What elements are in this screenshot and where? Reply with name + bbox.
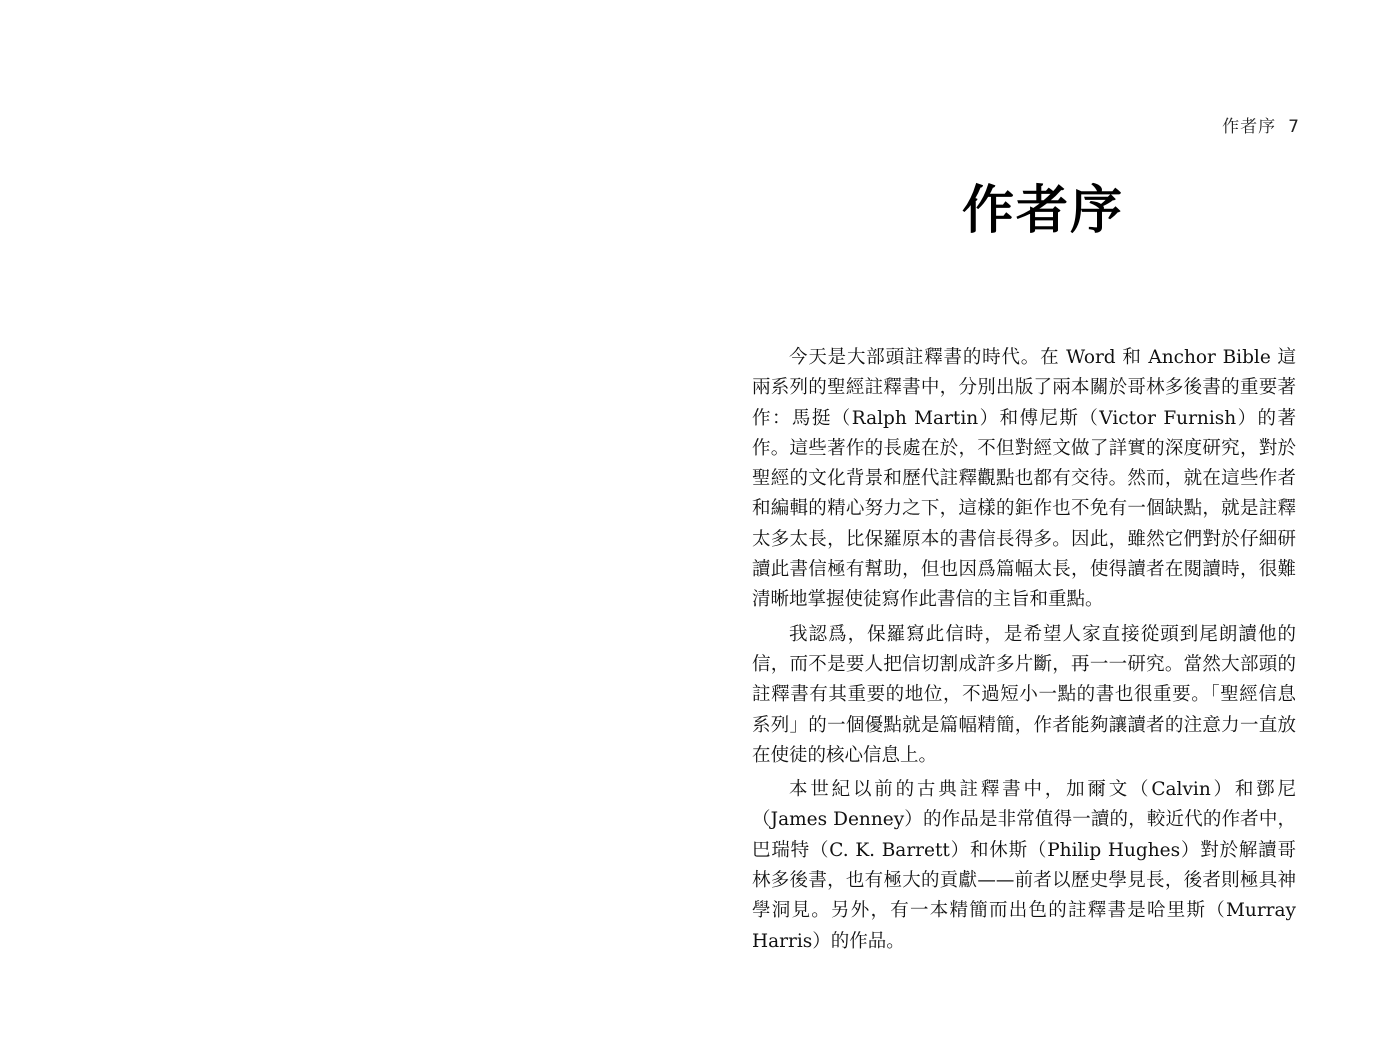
chapter-title: 作者序 (962, 181, 1125, 241)
paragraph: 我認爲，保羅寫此信時，是希望人家直接從頭到尾朗讀他的信，而不是要人把信切割成許多片斷，再一一研究。當然大部頭的註釋書有其重要的地位，不過短小一點的書也很重要。「聖經信息系列」的一個優點就是篇幅精簡，作者能夠讓讀者的注意力一直放在使徒的核心信息上。 (752, 623, 1296, 766)
running-header (1222, 112, 1300, 137)
running-header-title: 作者序 (1222, 117, 1277, 137)
paragraph: 今天是大部頭註釋書的時代。在 Word 和 Anchor Bible 這兩系列的聖經註釋書中，分別出版了兩本關於哥林多後書的重要著作：馬挺（Ralph Martin）和傅尼斯（Victor Furnish）的著作。這些著作的長處在於，不但對經文做了詳實的深度研究，對於聖經的文化背景和歷代註釋觀點也都有交待。然而，就在這些作者和編輯的精心努力之下，這樣的鉅作也不免有一個缺點，就是註釋太多太長，比保羅原本的書信長得多。因此，雖然它們對於仔細研讀此書信極有幫助，但也因爲篇幅太長，使得讀者在閱讀時，很難清晰地掌握使徒寫作此書信的主旨和重點。 (752, 347, 1296, 611)
paragraph: 本世紀以前的古典註釋書中，加爾文（Calvin）和鄧尼（James Denney）的作品是非常值得一讀的，較近代的作者中，巴瑞特（C. K. Barrett）和休斯（Philip Hughes）對於解讀哥林多後書，也有極大的貢獻——前者以歷史學見長，後者則極具神學洞見。另外，有一本精簡而出色的註釋書是哈里斯（Murray Harris）的作品。 (752, 779, 1296, 952)
body-text (752, 343, 1296, 961)
right-page (700, 0, 1400, 1045)
page-number: 7 (1288, 117, 1300, 137)
